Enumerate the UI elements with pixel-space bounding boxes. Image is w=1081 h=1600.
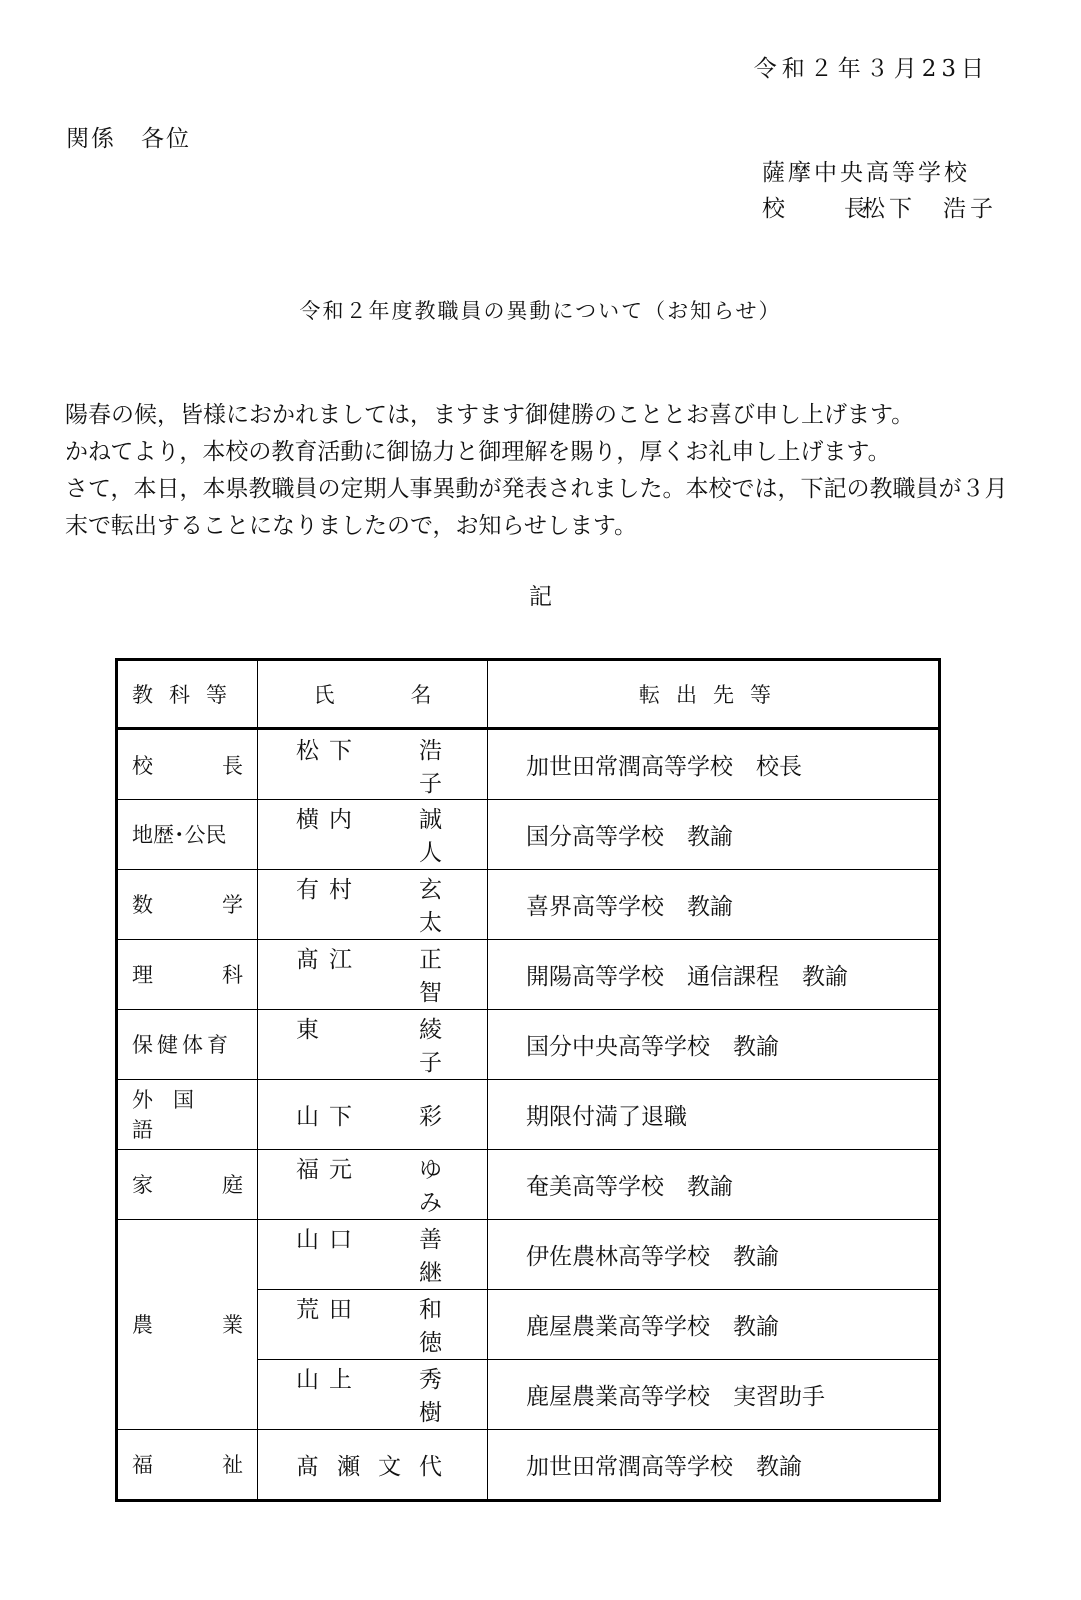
destination-cell — [488, 1149, 940, 1219]
principal-role: 校 長 — [762, 196, 885, 222]
destination-text: 開陽高等学校 通信課程 教諭 — [526, 963, 848, 990]
subject-text: 外国語 — [132, 1088, 214, 1143]
staff-family-name: 髙江 — [296, 947, 362, 974]
destination-text: 加世田常潤高等学校 教諭 — [526, 1453, 802, 1480]
staff-family-name: 松下 — [296, 737, 362, 764]
table-row — [117, 1429, 940, 1500]
subject-text-end: 学 — [222, 893, 243, 918]
destination-cell — [488, 729, 940, 800]
subject-cell — [117, 800, 258, 870]
destination-text: 国分高等学校 教諭 — [526, 823, 733, 850]
destination-cell — [488, 939, 940, 1009]
subject-text: 保健体育 — [132, 1033, 232, 1058]
subject-text: 理 — [132, 963, 153, 988]
subject-cell — [117, 729, 258, 800]
subject-cell — [117, 1079, 258, 1149]
staff-name-cell — [258, 1149, 488, 1219]
header-destination: 転出先等 — [488, 660, 940, 729]
principal-name: 松下 浩子 — [862, 196, 997, 222]
staff-name-cell — [258, 939, 488, 1009]
staff-family-name: 横内 — [296, 807, 362, 834]
subject-cell — [117, 1009, 258, 1079]
destination-text: 伊佐農林高等学校 教諭 — [526, 1243, 779, 1270]
staff-name-cell — [258, 1289, 488, 1359]
document-title: 令和２年度教職員の異動について（お知らせ） — [299, 299, 782, 323]
table-row — [117, 1149, 940, 1219]
school-name: 薩摩中央高等学校 — [762, 160, 970, 186]
table-row — [117, 729, 940, 800]
transfer-table — [115, 658, 941, 1502]
table-row — [117, 939, 940, 1009]
destination-cell — [488, 1289, 940, 1359]
staff-given-name: 玄太 — [419, 877, 452, 937]
staff-given-name: 正智 — [419, 947, 452, 1007]
destination-text: 鹿屋農業高等学校 実習助手 — [526, 1383, 825, 1410]
table-row — [117, 800, 940, 870]
destination-cell — [488, 1079, 940, 1149]
subject-text: 農 — [132, 1313, 153, 1338]
staff-name-cell — [258, 1009, 488, 1079]
destination-cell — [488, 800, 940, 870]
destination-cell — [488, 1219, 940, 1289]
destination-cell — [488, 1009, 940, 1079]
staff-family-name: 有村 — [296, 877, 362, 904]
header-subject: 教科等 — [117, 660, 258, 729]
subject-text-end: 庭 — [222, 1173, 243, 1198]
staff-given-name: 誠人 — [419, 807, 452, 867]
staff-name-cell — [258, 729, 488, 800]
subject-cell — [117, 939, 258, 1009]
staff-name-cell — [258, 1429, 488, 1500]
paragraph-thanks: かねてより，本校の教育活動に御協力と御理解を賜り，厚くお礼申し上げます。 — [65, 439, 891, 465]
destination-cell — [488, 869, 940, 939]
paragraph-announcement: さて，本日，本県教職員の定期人事異動が発表されました。本校では，下記の教職員が３月末で転出することになりましたので，お知らせします。 — [65, 476, 1008, 539]
subject-text: 家 — [132, 1173, 153, 1198]
subject-text-end: 長 — [222, 753, 243, 778]
header-name-a: 氏 — [313, 683, 335, 707]
staff-family-name: 福元 — [296, 1157, 362, 1184]
subject-text-end: 業 — [222, 1313, 243, 1338]
staff-given-name: 綾子 — [419, 1017, 452, 1077]
destination-text: 奄美高等学校 教諭 — [526, 1173, 733, 1200]
staff-family-name: 山上 — [296, 1367, 362, 1394]
ki-marker: 記 — [529, 584, 552, 610]
staff-name-cell — [258, 869, 488, 939]
destination-text: 国分中央高等学校 教諭 — [526, 1033, 779, 1060]
header-name-b: 名 — [410, 683, 432, 707]
table-row — [117, 1219, 940, 1289]
staff-given-name: 秀樹 — [419, 1367, 452, 1427]
staff-name-cell — [258, 1219, 488, 1289]
staff-name-cell — [258, 1359, 488, 1429]
body-text — [40, 397, 1030, 545]
subject-text: 数 — [132, 893, 153, 918]
subject-cell — [117, 1429, 258, 1500]
addressee: 関係 各位 — [66, 126, 191, 152]
table-row — [117, 1079, 940, 1149]
staff-given-name: 彩 — [419, 1103, 452, 1130]
destination-text: 鹿屋農業高等学校 教諭 — [526, 1313, 779, 1340]
staff-name: 髙瀬文代 — [296, 1453, 460, 1480]
document-date: 令和２年３月23日 — [753, 56, 989, 82]
staff-family-name: 荒田 — [296, 1297, 362, 1324]
table-header-row — [117, 660, 940, 729]
table-row — [117, 1009, 940, 1079]
subject-text-end: 科 — [222, 963, 243, 988]
staff-family-name: 東 — [296, 1017, 329, 1044]
principal-signature — [762, 190, 997, 223]
staff-family-name: 山下 — [296, 1103, 362, 1130]
destination-text: 加世田常潤高等学校 校長 — [526, 754, 802, 780]
subject-cell — [117, 869, 258, 939]
staff-name-cell — [258, 1079, 488, 1149]
header-name — [258, 660, 488, 729]
table-row — [117, 869, 940, 939]
destination-text: 期限付満了退職 — [526, 1103, 687, 1130]
subject-cell — [117, 1219, 258, 1429]
destination-cell — [488, 1359, 940, 1429]
staff-given-name: 和徳 — [419, 1297, 452, 1357]
subject-text: 校 — [132, 753, 153, 778]
staff-given-name: ゆみ — [419, 1157, 452, 1217]
subject-text-end: 祉 — [222, 1453, 243, 1478]
subject-text: 福 — [132, 1453, 153, 1478]
staff-given-name: 善継 — [419, 1227, 452, 1287]
subject-text: 地歴･公民 — [132, 823, 227, 848]
staff-family-name: 山口 — [296, 1227, 362, 1254]
destination-text: 喜界高等学校 教諭 — [526, 893, 733, 920]
staff-name-cell — [258, 800, 488, 870]
destination-cell — [488, 1429, 940, 1500]
paragraph-greeting: 陽春の候，皆様におかれましては，ますます御健勝のこととお喜び申し上げます。 — [65, 402, 915, 428]
staff-given-name: 浩子 — [419, 737, 452, 797]
subject-cell — [117, 1149, 258, 1219]
